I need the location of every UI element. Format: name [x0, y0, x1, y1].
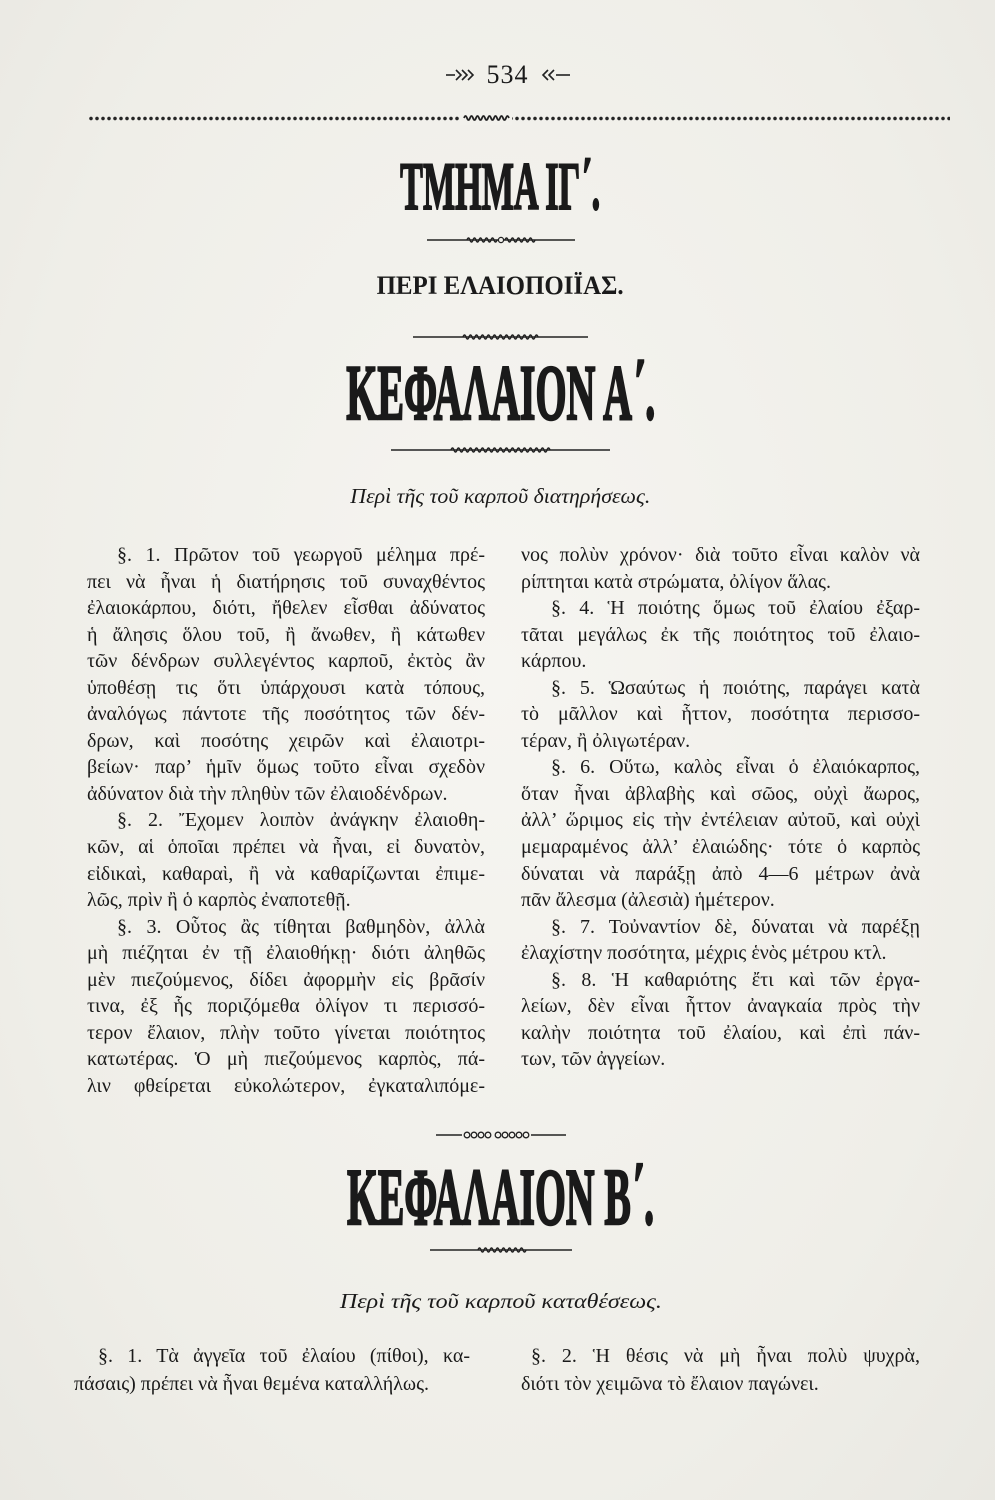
wave-rule-icon: [427, 234, 575, 246]
paragraph: [87, 542, 485, 807]
text-line: λείων, δὲν εἶναι ἧττον ἀναγκαία πρὸς τὴν: [521, 995, 920, 1018]
section-subtitle: ΠΕΡΙ ΕΛΑΙΟΠΟΙΪΑΣ.: [377, 271, 624, 300]
chapter-heading: ΚΕΦΑΛΑΙΟΝ Α΄.: [345, 349, 655, 436]
text-line: §. 4. Ἡ ποιότης ὅμως τοῦ ἐλαίου ἐξαρ-: [551, 597, 920, 620]
chapter-subheading: Περὶ τῆς τοῦ καρποῦ καταθέσεως.: [339, 1289, 662, 1313]
column-right: [521, 542, 920, 1073]
text-line: μὴ πιέζηται ἐν τῇ ἐλαιοθήκῃ· διότι ἀληθῶς: [87, 942, 485, 965]
chapter-heading: ΚΕΦΑΛΑΙΟΝ Β΄.: [346, 1154, 655, 1242]
text-line: §. 2. Ἔχομεν λοιπὸν ἀνάγκην ἐλαιοθη-: [117, 809, 485, 832]
text-line: καλὴν ποιότητα τοῦ ἐλαίου, καὶ ἐπὶ πάν-: [521, 1021, 920, 1044]
header-ornament-rule: [88, 115, 950, 122]
text-line: ἀδύνατον διὰ τὴν πληθὺν τῶν ἐλαιοδένδρων.: [87, 782, 448, 805]
text-line: ἡ ἄλησις ὅλου τοῦ, ἢ ἄνωθεν, ἢ κάτωθεν: [87, 623, 485, 646]
text-line: μὲν πιεζούμενος, δίδει ἀφορμὴν εἰς βρᾶσίν: [87, 968, 485, 991]
text-line: §. 3. Οὗτος ἂς τίθηται βαθμηδὸν, ἀλλὰ: [117, 915, 485, 938]
text-line: τινα, ἐξ ἧς ποριζόμεθα ὀλίγον τι περισσό-: [87, 995, 485, 1018]
text-line: ὑποθέσῃ τις ὅτι ὑπάρχουσι κατὰ τόπους,: [87, 676, 485, 699]
ornament-rule: [6, 234, 995, 246]
text-line: λῶς, πρὶν ἢ ὁ καρπὸς ἐναποτεθῇ.: [87, 889, 351, 912]
flourish-left-icon: [446, 68, 478, 82]
paragraph: [74, 1342, 470, 1398]
text-line: ἐλαιοκάρπου, διότι, ἤθελεν εἶσθαι ἀδύνατος: [87, 597, 485, 620]
paragraph: [87, 914, 485, 1100]
text-line: εἰδικαὶ, καθαραὶ, ἢ νὰ καθαρίζωνται ἐπιμε-: [87, 862, 485, 885]
text-line: πᾶν ἄλεσμα (ἀλεσιὰ) ἡμέτερον.: [521, 889, 775, 912]
text-line: ρίπτηται κατὰ στρώματα, ὀλίγον ἅλας.: [521, 570, 831, 593]
column-left: [87, 542, 485, 1099]
chapter-heading-row: [6, 349, 995, 436]
text-line: §. 8. Ἡ καθαριότης ἔτι καὶ τῶν ἐργα-: [551, 968, 920, 991]
chapter-subheading-row: [6, 483, 995, 512]
text-line: §. 5. Ὡσαύτως ἡ ποιότης, παράγει κατὰ: [551, 676, 920, 699]
text-line: §. 7. Τοὐναντίον δὲ, δύναται νὰ παρέξῃ: [551, 915, 920, 938]
text-line: βείων· παρ’ ἡμῖν ὅμως τοῦτο εἶναι σχεδὸν: [87, 756, 485, 779]
text-line: κῶν, αἱ ὁποῖαι πρέπει νὰ ἦναι, εἰ δυνατὸν,: [87, 836, 485, 859]
chapter-heading-row: [6, 1154, 995, 1242]
text-line: διότι τὸν χειμῶνα τὸ ἔλαιον παγώνει.: [521, 1373, 819, 1395]
paragraph: [87, 807, 485, 913]
paragraph: [521, 967, 920, 1073]
text-line: τέραν, ἢ ὀλιγωτέραν.: [521, 729, 691, 752]
text-line: ὅταν ἦναι ἀβλαβὴς καὶ σῶος, οὐχὶ ἄωρος,: [521, 782, 920, 805]
paragraph: [521, 1342, 920, 1398]
text-line: §. 1. Πρῶτον τοῦ γεωργοῦ μέλημα πρέ-: [117, 544, 485, 566]
dotted-rule-icon: [436, 1129, 566, 1141]
paragraph: [521, 914, 920, 967]
ornament-rule: [6, 444, 995, 456]
text-line: τῶν δένδρων συλλεγέντος καρποῦ, ἐκτὸς ἂν: [87, 650, 485, 673]
wave-rule-icon: [391, 444, 610, 456]
chapter-subheading: Περὶ τῆς τοῦ καρποῦ διατηρήσεως.: [350, 484, 651, 508]
text-line: κάρπου.: [521, 650, 587, 673]
paragraph: [521, 542, 920, 595]
section-title-row: [6, 148, 995, 224]
ornament-center: [460, 112, 512, 125]
column-left: [74, 1342, 470, 1398]
paragraph: [521, 675, 920, 755]
wave-rule-icon: [413, 331, 588, 343]
text-line: ἀλλ’ ὥριμος εἰς τὴν ἐντέλειαν αὐτοῦ, καὶ οὐχὶ: [521, 809, 920, 832]
page-number: 534: [486, 60, 529, 89]
text-line: τὸ μᾶλλον καὶ ἧττον, ποσότητα περισσο-: [521, 703, 920, 726]
text-line: λιν φθείρεται εὐκολώτερον, ἐγκαταλιπόμε-: [87, 1074, 485, 1097]
text-line: δρων, καὶ ποσότης χειρῶν καὶ ἐλαιοτρι-: [87, 729, 485, 752]
wave-ornament-icon: [460, 112, 512, 125]
text-line: §. 6. Οὕτω, καλὸς εἶναι ὁ ἐλαιόκαρπος,: [551, 756, 920, 779]
text-line: §. 1. Τὰ ἀγγεῖα τοῦ ἐλαίου (πίθοι), κα-: [98, 1345, 470, 1367]
text-line: τερον ἔλαιον, πλὴν τοῦτο γίνεται ποιότητος: [87, 1021, 485, 1044]
text-line: τᾶται μεγάλως ἐκ τῆς ποιότητος τοῦ ἐλαιο-: [521, 623, 920, 646]
text-line: ἐλαχίστην ποσότητα, μέχρις ἑνὸς μέτρου κτλ.: [521, 942, 887, 965]
paragraph: [521, 595, 920, 675]
text-line: §. 2. Ἡ θέσις νὰ μὴ ἦναι πολὺ ψυχρὰ,: [531, 1345, 920, 1367]
ornament-dots: [6, 1129, 995, 1141]
text-line: μεμαραμένος ἀλλ’ ἐλαιώδης· τότε ὁ καρπὸς: [521, 836, 920, 859]
paragraph: [521, 754, 920, 913]
wave-rule-icon: [430, 1244, 572, 1256]
text-line: πάσαις) πρέπει νὰ ἦναι θεμένα καταλλήλως.: [74, 1373, 430, 1395]
column-right: [521, 1342, 920, 1398]
text-line: των, τῶν ἀγγείων.: [521, 1048, 666, 1071]
text-line: ἀναλόγως πάντοτε τῆς ποσότητος τῶν δέν-: [87, 703, 485, 726]
chapter-subheading-row: [6, 1288, 995, 1317]
text-line: νος πολὺν χρόνον· διὰ τοῦτο εἶναι καλὸν νὰ: [521, 544, 920, 566]
page-header: [20, 60, 995, 90]
section-title: ΤΜΗΜΑ ΙΓ΄.: [400, 148, 601, 224]
text-line: δύναται νὰ παράξῃ ἀπὸ 4—6 μέτρων ἀνὰ: [521, 862, 920, 885]
ornament-rule: [6, 1244, 995, 1256]
ornament-rule: [6, 331, 995, 343]
flourish-right-icon: [538, 68, 570, 82]
text-line: πει νὰ ἦναι ἡ διατήρησις τοῦ συναχθέντος: [87, 570, 485, 593]
section-subtitle-row: [6, 273, 995, 299]
text-line: κατωτέρας. Ὁ μὴ πιεζούμενος καρπὸς, πά-: [87, 1048, 485, 1071]
